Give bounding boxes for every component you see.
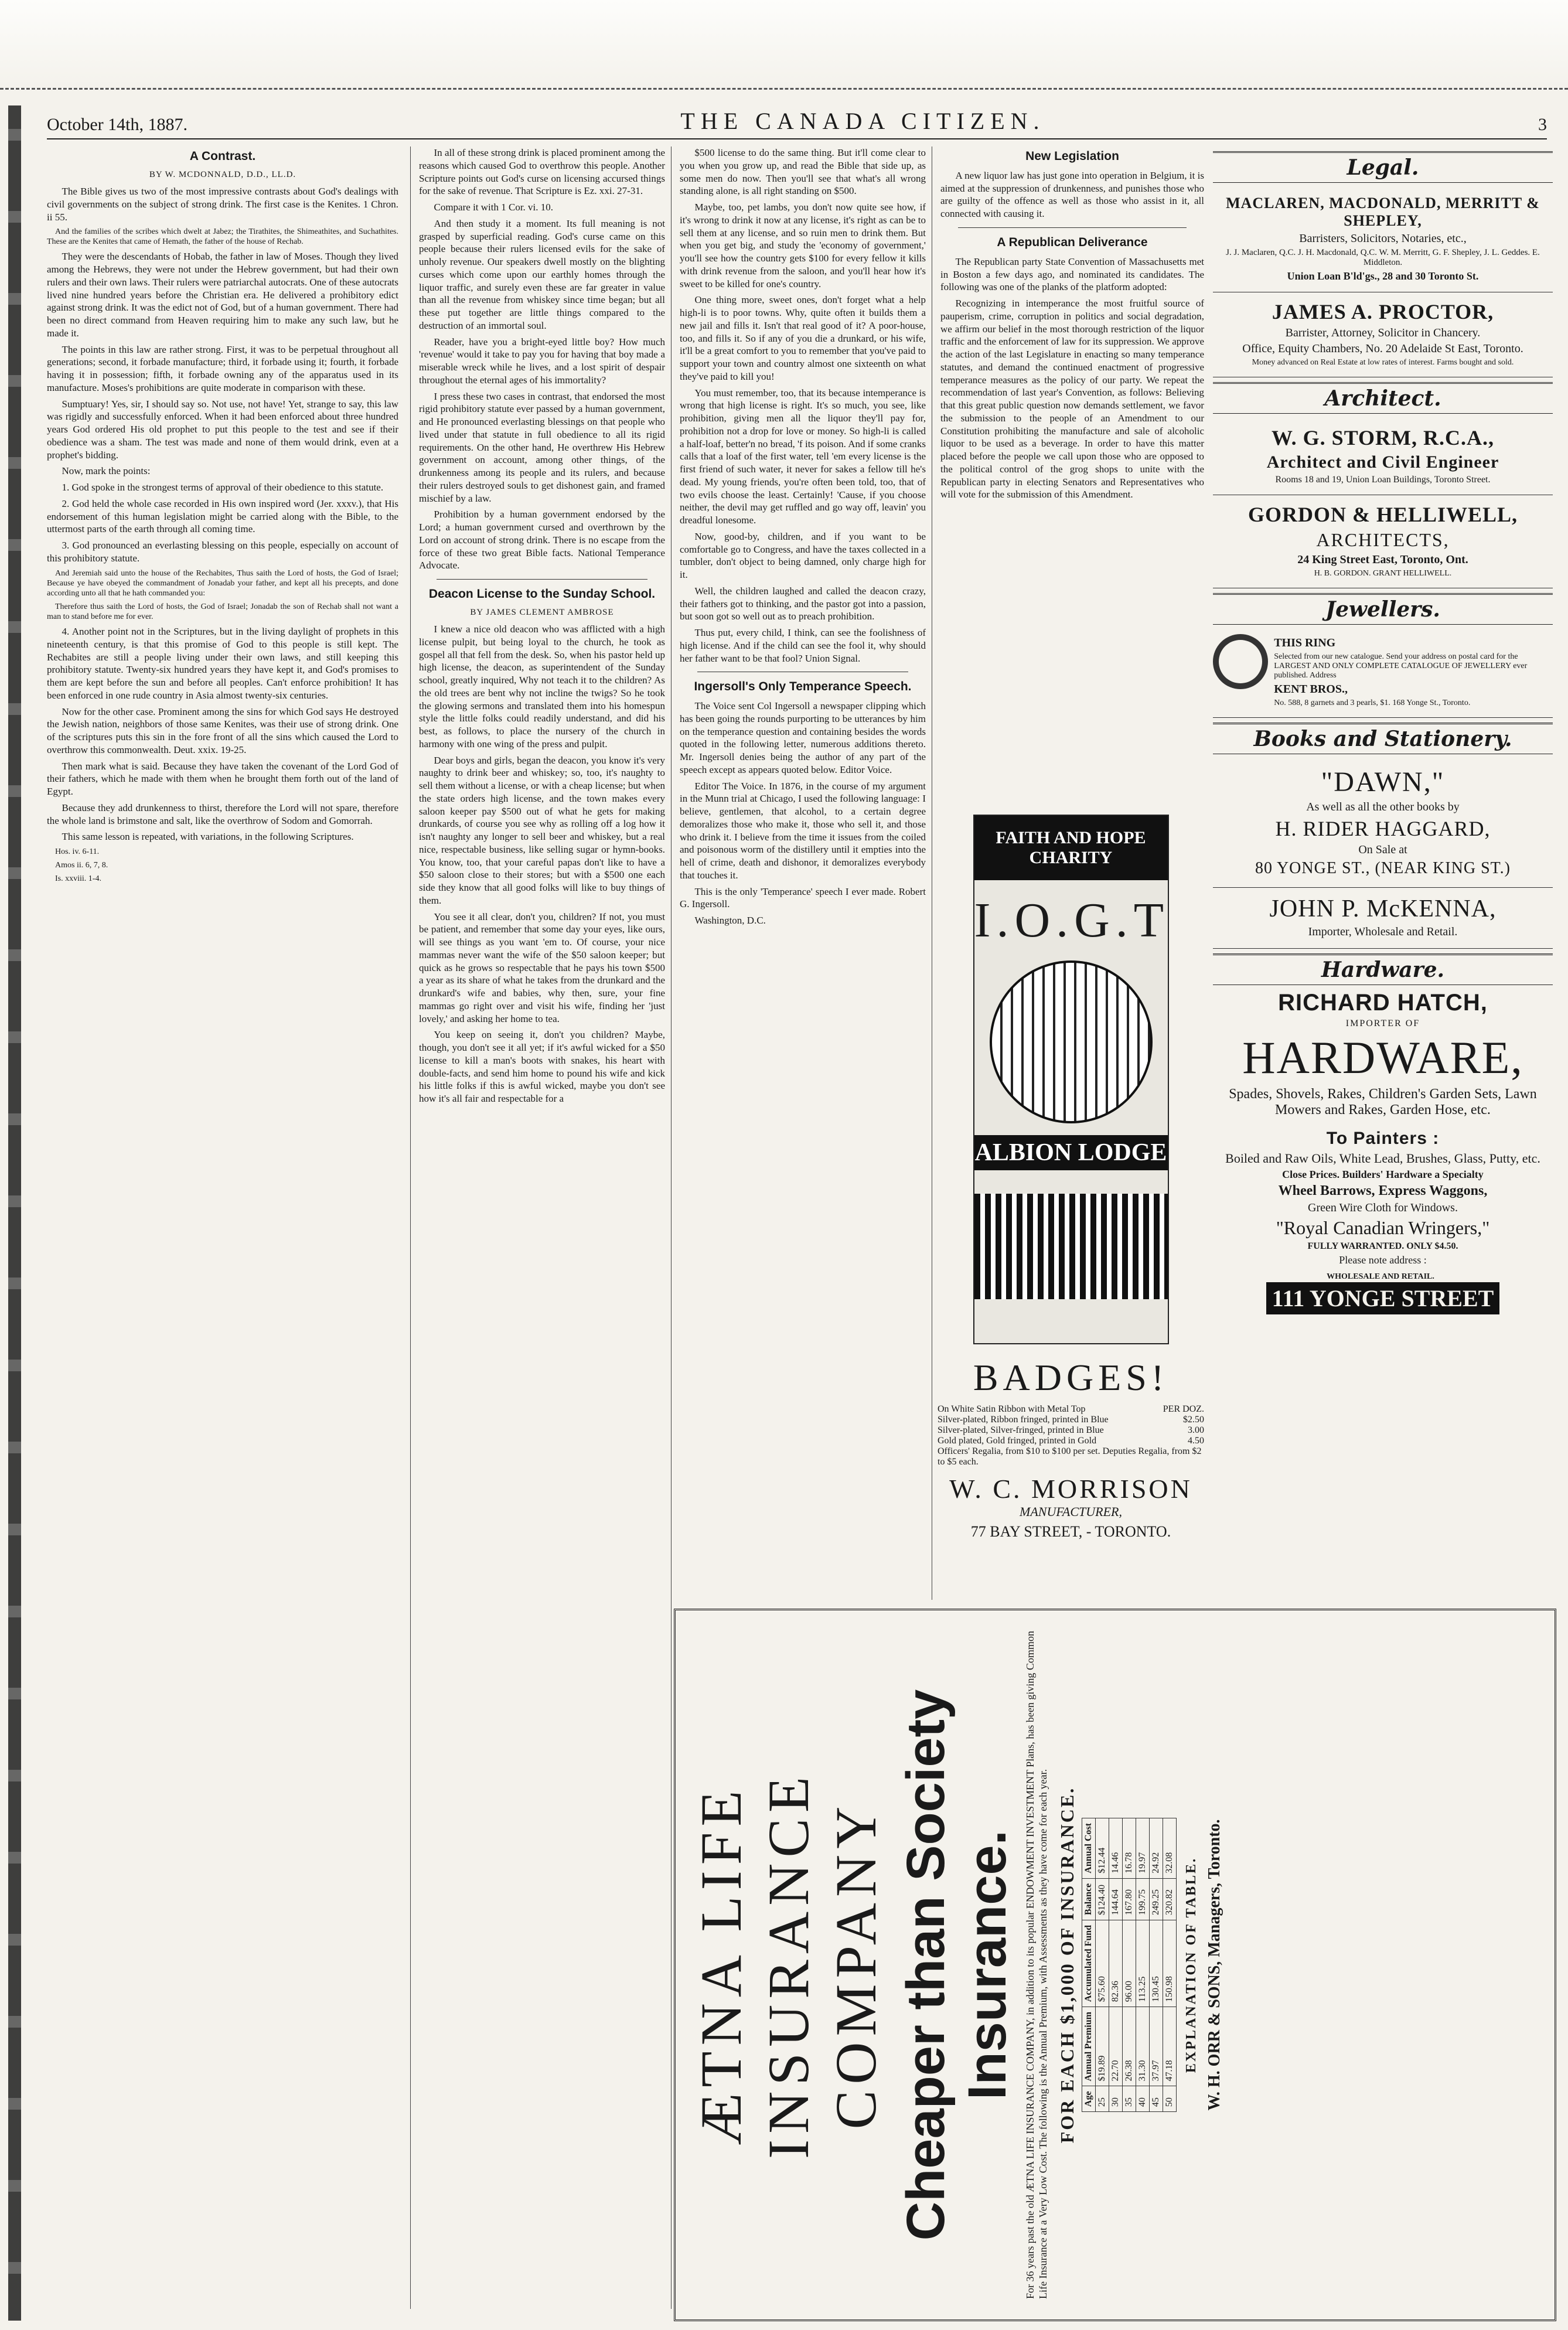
table-cell: 96.00 [1123,1920,1136,2007]
table-cell: 19.97 [1136,1818,1150,1878]
paragraph: Editor The Voice. In 1876, in the course of my argument in the Munn trial at Chicago, I used the following language: I believe, gentlemen, that alcohol, to a certain degree demoralizes those who make it, those who sell it, and those who drink it. I believe from the time it issues from the coiled and poisonous worm of the distillery until it empties into the hell of crime, death and dishonor, it demoralizes everybody that touches it. [680,780,926,881]
gordon-address: 24 King Street East, Toronto, Ont. [1297,553,1468,566]
aetna-insurance-ad [674,1609,1556,2321]
badge-advertisement [938,815,1204,1594]
ribbon-top-banner: FAITH AND HOPE CHARITY [974,816,1168,880]
price-row [938,1436,1204,1446]
verse: Hos. iv. 6-11. [55,847,100,857]
badges-title: BADGES! [973,1357,1169,1398]
table-row [1123,1818,1136,2111]
table-cell: 14.46 [1109,1818,1123,1878]
verse: And Jeremiah said unto the house of the Rechabites, Thus saith the Lord of hosts, the God of Israel; Because ye have obeyed the commandment of Jonadab your father, and kept all his precepts, and done according unto all that he hath commanded you: [47,568,398,598]
price-row [938,1425,1204,1436]
table-cell: 50 [1163,2086,1177,2112]
table-cell: $124.40 [1096,1878,1109,1920]
ad-hatch [1213,990,1553,1314]
paragraph: Now for the other case. Prominent among the sins for which God says He destroyed the Jewish nation, neighbors of those same Kenites, was their use of strong drink. One of the scriptures puts this sin in the fore front of all the sins which caused the Lord to overthrow this commonwealth. Deut. xxix. 19-25. [47,706,398,755]
firm-address: Union Loan B'ld'gs., 28 and 30 Toronto St. [1287,270,1479,282]
table-cell: $75.60 [1096,1920,1109,2007]
paragraph: Compare it with 1 Cor. vi. 10. [434,202,554,213]
table-cell: 30 [1109,2086,1123,2112]
table-cell: 320.82 [1163,1878,1177,1920]
issue-date: October 14th, 1887. [47,115,188,134]
paint-items: Boiled and Raw Oils, White Lead, Brushes, Glass, Putty, etc. [1225,1151,1540,1166]
aetna-cheaper: Cheaper than Society Insurance. [896,1689,1017,2241]
column-legislation [940,147,1204,803]
wholesale-label: WHOLESALE AND RETAIL. [1327,1272,1434,1281]
table-cell: 144.64 [1109,1878,1123,1920]
table-cell: 32.08 [1163,1818,1177,1878]
paragraph: You keep on seeing it, don't you children? Maybe, though, you don't see it all yet; if it's awful wicked for a $50 license to kill a man's boots with snakes, his heart with double-facts, and send him home to pound his wife and kick his little folks if this is awful wicked, maybe you don't see how it's all fair and respectable for a [419,1029,665,1105]
paragraph: This same lesson is repeated, with variations, in the following Scriptures. [62,831,354,843]
paragraph: Because they add drunkenness to thirst, therefore the Lord will not spare, therefore the whole land is brimstone and salt, like the overthrow of Sodom and Gomorrah. [47,802,398,826]
section-header-books: Books and Stationery. [1213,723,1553,754]
ad-proctor [1213,292,1553,377]
section-header-architect: Architect. [1213,382,1553,414]
paragraph: $500 license to do the same thing. But it'll come clear to you when you grow up, and read the Bible that side up, as some men do now. Then you'll see that what's all wrong standing alone, is all right standing on $500. [680,147,926,197]
aetna-managers: W. H. ORR & SONS, Managers, Toronto. [1205,1819,1224,2111]
article-heading: Deacon License to the Sunday School. [428,587,656,601]
maker-name: W. C. MORRISON [949,1474,1192,1504]
table-cell: 113.25 [1136,1920,1150,2007]
table-row [1136,1818,1150,2111]
aetna-intro: For 36 years past the old ÆTNA LIFE INSURANCE COMPANY, in addition to its popular ENDOWMENT INVESTMENT Plans, has been giving Common Life Insurance at a Very Low Cost. The following is the Annual Premium, with Assessments as they have come for each year. [1024,1631,1049,2299]
price-item: Officers' Regalia, from $10 to $100 per set. Deputies Regalia, from $2 to $5 each. [938,1446,1202,1467]
table-cell: 82.36 [1109,1920,1123,2007]
dawn-title: "DAWN," [1321,767,1445,798]
paragraph: This is the only 'Temperance' speech I ever made. Robert G. Ingersoll. [680,885,926,910]
torn-page-edge [0,0,1568,90]
price-item: Silver-plated, Silver-fringed, printed in Blue [938,1425,1104,1435]
paragraph: Well, the children laughed and called the deacon crazy, their fathers got to thinking, and the pastor got into a passion, but soon got so well out as to preach prohibition. [680,585,926,622]
paper-title: THE CANADA CITIZEN. [680,108,1045,134]
maker-address: 77 BAY STREET, - TORONTO. [970,1523,1171,1540]
paragraph: 3. God pronounced an everlasting blessing on this people, especially on account of this prohibitory statute. [47,540,398,564]
proctor-address: Office, Equity Chambers, No. 20 Adelaide St East, Toronto. [1242,342,1523,355]
paragraph: And then study it a moment. Its full meaning is not grasped by superficial reading. God's curse came on this people because their rulers licensed evils for the sake of unholy revenue. Our speakers dwell mostly on the blighting curses which come upon our earthly homes through the liquor traffic, and surely even these are far greater in value than all the revenue from whiskey since time began; but all these put together are little things compared to the destruction of an immortal soul. [419,217,665,331]
aetna-company: ÆTNA LIFE INSURANCE COMPANY [688,1770,888,2159]
article-byline: BY JAMES CLEMENT AMBROSE [470,607,614,617]
haggard-name: H. RIDER HAGGARD, [1275,817,1491,840]
ad-dawn [1213,759,1553,888]
paragraph: 2. God held the whole case recorded in His own inspired word (Jer. xxxv.), that His endorsement of this human legislation might be carried along with the Bible, to the uttermost parts of the earth through all coming time. [47,498,398,535]
page-number: 3 [1538,115,1547,134]
table-cell: 47.18 [1163,2007,1177,2086]
wagons: Wheel Barrows, Express Waggons, [1278,1183,1488,1198]
paragraph: Then mark what is said. Because they have taken the covenant of the Lord God of their fathers, which he made with them when he brought them forth out of the land of Egypt. [47,760,398,798]
advertisements-column [1213,147,1553,1588]
sale-label: On Sale at [1358,843,1407,856]
hardware-title: HARDWARE, [1242,1032,1523,1083]
paragraph: In all of these strong drink is placed prominent among the reasons which caused God to overthrow this people. Another Scripture points out God's curse on licensing accursed things for the sake of revenue. That Scripture is Ez. xxi. 27-31. [419,147,665,197]
dawn-description: As well as all the other books by [1306,800,1460,813]
paragraph: Sumptuary! Yes, sir, I should say so. Not use, not have! Yet, strange to say, this law was rigidly and successfully enforced. When it had been enforced about three hundred years God ordered His old prophet to put this people to the test and see if their obedience was a sham. The test was made and none of them would drink, even at a prophet's bidding. [47,398,398,461]
ring-icon [1213,634,1268,689]
table-cell: $12.44 [1096,1818,1109,1878]
table-cell: 130.45 [1150,1920,1163,2007]
importer-label: IMPORTER OF [1345,1018,1420,1028]
ring-title: THIS RING [1274,636,1336,649]
lodge-name: ALBION LODGE [974,1135,1168,1170]
proctor-description: Barrister, Attorney, Solicitor in Chancery. [1285,326,1481,339]
paragraph: They were the descendants of Hobab, the father in law of Moses. Though they lived among the Hebrews, they were not under the Hebrew government, but had their own rulers and their own laws. Their rulers were patriarchal autocrats. One of these autocrats lived nine hundred years before the Christian era. He delivered a prohibitory edict against strong drink. It was the edict not of God, but of a human government. There had been no direct command from Heaven requiring him to make any such law, but he made it. [47,251,398,339]
table-cell: 40 [1136,2086,1150,2112]
binding-edge [8,105,21,2321]
paragraph: 1. God spoke in the strongest terms of approval of their obedience to this statute. [62,482,384,493]
column-header: Balance [1082,1878,1096,1920]
maker-title: MANUFACTURER, [1020,1504,1122,1519]
address-note: Please note address : [1339,1254,1427,1266]
table-cell: 16.78 [1123,1818,1136,1878]
paragraph: 4. Another point not in the Scriptures, but in the living daylight of prophets in this nineteenth century, is that this promise of God to this people is still kept. The Rechabites are still a people living under their own laws, and still keeping this prohibitory statute. Twenty-six hundred years they have kept it, and God's promises to them are kept before the sun and before all peoples. Can't enforce prohibition! It has been enforced in one rude country in Asia almost twenty-six centuries. [47,626,398,701]
painters-heading: To Painters : [1326,1129,1440,1148]
hardware-items: Spades, Shovels, Rakes, Children's Garden Sets, Lawn Mowers and Rakes, Garden Hose, etc. [1229,1086,1537,1118]
globe-icon [990,960,1153,1123]
kent-address: No. 588, 8 garnets and 3 pearls, $1. 168 Yonge St., Toronto. [1274,699,1471,707]
paragraph: The Voice sent Col Ingersoll a newspaper clipping which has been going the rounds purporting to be utterances by him on the temperance question and containing besides the words quoted in the following letter, numerous additions thereto. Mr. Ingersoll denies being the author of any part of the speech except as appears quoted below. Editor Voice. [680,700,926,775]
divider [437,579,647,580]
paragraph: The points in this law are rather strong. First, it was to be perpetual throughout all generations; second, it forbade manufacture; third, it forbade using it; fourth, it forbade having it in possession; fifth, it forbade owning any of the apparatus used in its manufacture. Moses's prohibitions are quite moderate in comparison with these. [47,343,398,393]
table-cell: 31.30 [1136,2007,1150,2086]
article-heading: A Republican Deliverance [997,235,1148,249]
paragraph: Dear boys and girls, began the deacon, you know it's very naughty to drink beer and whiskey; so, too, it's naughty to sell them without a license, or with a cheap license; but when the state orders high license, and the town makes every saloon keeper pay $500 out of what he gets for making drunkards, of course you see why as rolling off a log how it isn't naughty any longer to sell beer and whiskey, but a real nice, respectable business, like selling sugar or hymn-books. You know, too, that your careful papas don't like to have a $50 saloon close to their stores; but with a $500 one each side they know that all good folks will like to buy things of them. [419,754,665,906]
column-rule [410,147,411,2309]
table-cell: $19.89 [1096,2007,1109,2086]
aetna-explanation: EXPLANATION OF TABLE. [1184,1856,1199,2073]
price-row [938,1404,1204,1415]
table-row [1150,1818,1163,2111]
verse: Amos ii. 6, 7, 8. [55,861,108,870]
column-deacon [419,147,665,2309]
price-row [938,1446,1204,1467]
table-cell: 25 [1096,2086,1109,2112]
column-header: Annual Premium [1082,2007,1096,2086]
divider [958,227,1187,228]
ad-maclaren [1213,188,1553,292]
section-header-legal: Legal. [1213,151,1553,183]
ring-description: Selected from our new catalogue. Send your address on postal card for the LARGEST AND ONLY COMPLETE CATALOGUE OF JEWELLERY ever published. Address [1274,652,1528,680]
aetna-table [1082,1818,1177,2112]
window-cloth: Green Wire Cloth for Windows. [1308,1201,1458,1214]
article-heading: New Legislation [1025,149,1119,163]
verse: Is. xxviii. 1-4. [55,874,101,884]
close-prices: Close Prices. Builders' Hardware a Specialty [1282,1169,1484,1180]
ad-mckenna [1213,888,1553,949]
price-value: $2.50 [1183,1415,1204,1425]
iogt-ribbon-illustration [973,815,1169,1344]
paragraph: A new liquor law has just gone into operation in Belgium, it is aimed at the suppression of drunkenness, and punishes those who are guilty of the offence as well as those who assist in it, all connected with causing it. [940,169,1204,220]
price-value: 4.50 [1188,1436,1204,1446]
storm-description: Architect and Civil Engineer [1266,452,1499,472]
wringers: "Royal Canadian Wringers," [1276,1217,1490,1238]
paragraph: Maybe, too, pet lambs, you don't now quite see how, if it's wrong to drink it now at any license, it's right as can be to sell them at any license, and so ruin men to drink them. But when you get big, and study the 'economy of government,' you'll see how the country gets $100 for every fellow it kills with drink revenue from the saloon, and you'll hear how it's sweet to be killed for one's country. [680,202,926,289]
table-cell: 37.97 [1150,2007,1163,2086]
hatch-street: 111 YONGE STREET [1266,1282,1500,1314]
table-cell: 249.25 [1150,1878,1163,1920]
ad-storm [1213,418,1553,495]
aetna-rotated-content [676,1613,1555,2317]
gordon-names: H. B. GORDON. GRANT HELLIWELL. [1314,569,1452,578]
column-header: Accumulated Fund [1082,1920,1096,2007]
price-item: Gold plated, Gold fringed, printed in Gold [938,1436,1097,1446]
paragraph: I press these two cases in contrast, that endorsed the most rigid prohibitory statute ever passed by a human government, and He pronounced everlasting blessings on that people who lived under that statute in full obedience to all its rigid requirements. On the other hand, He overthrew His Hebrew government on account, among other things, of the drunkenness among its people and its rulers, and because their rulers destroyed souls to get dishonest gain, and framed mischief by a law. [419,390,665,504]
article-byline: BY W. MCDONNALD, D.D., LL.D. [149,169,296,179]
price-item: Silver-plated, Ribbon fringed, printed in Blue [938,1415,1109,1425]
paragraph: The Bible gives us two of the most impressive contrasts about God's dealings with civil governments on the subject of strong drink. The first case is the Kenites. 1 Chron. ii 55. [47,186,398,223]
paragraph: Prohibition by a human government endorsed by the Lord; a human government cursed and overthrown by the Lord on account of strong drink. There is no escape from the force of these two great Bible facts. National Temperance Advocate. [419,509,665,571]
hatch-name: RICHARD HATCH, [1278,990,1488,1016]
table-cell: 35 [1123,2086,1136,2112]
paragraph: One thing more, sweet ones, don't forget what a help high-li is to poor towns. Why, quite often it builds them a new jail and fills it. Isn't that real good of it? A poor-house, too, and fills it. So if any of you die a drunkard, or his wife, it'll be a great comfort to you to remember that you've paid to support your town and country almost one sixteenth on what they've paid to kill you! [680,294,926,382]
price-value: PER DOZ. [1163,1404,1204,1414]
storm-address: Rooms 18 and 19, Union Loan Buildings, Toronto Street. [1275,475,1491,485]
proctor-note: Money advanced on Real Estate at low rates of interest. Farms bought and sold. [1252,358,1514,367]
storm-name: W. G. STORM, R.C.A., [1271,426,1495,449]
aetna-table-title: FOR EACH $1,000 OF INSURANCE. [1056,1786,1078,2144]
ribbon-fringe [974,1194,1168,1299]
table-header-row [1082,1818,1096,2111]
price-value: 3.00 [1188,1425,1204,1435]
paragraph: You see it all clear, don't you, children? If not, you must be patient, and remember that some day your eyes, like ours, will see things as you want 'em to. Of course, your nice mammas never want the wife of the $50 saloon keeper; but quick as he grows so respectable that he pays his town $500 a year as its share of what he takes from the drunkard and the drunkard's wife and babies, why then, sure, your fine mammas go right over and visit his wife, finding her 'just lovely,' and asking her home to tea. [419,911,665,1024]
gordon-name: GORDON & HELLIWELL, [1247,503,1518,526]
column-ingersoll [680,147,926,1600]
section-header-jewellers: Jewellers. [1213,593,1553,625]
table-row [1096,1818,1109,2111]
paragraph: Washington, D.C. [694,915,766,926]
paragraph: I knew a nice old deacon who was afflicted with a high license pulpit, but being loyal to the church, he took as gospel all that fell from the desk. So, when his pastor held up high license, the deacon, as superintendent of the Sunday school, greatly inquired, Why not teach it to the children? As the old trees are bent why not incline the twigs? So he took the glowing sermons and translated them into his homespun style the little folks could readily understand, and did his best, as follows, to place the nursery of the church in harmony with one wing of the press and pulpit. [419,624,665,750]
column-header: Age [1082,2086,1096,2112]
iogt-letters: I.O.G.T [974,893,1170,948]
paragraph: Reader, have you a bright-eyed little boy? How much 'revenue' would it take to pay you for having that boy made a miserable wreck while he lives, and a lost spirit of despair throughout the eternal ages of his immortality? [419,336,665,386]
verse: Therefore thus saith the Lord of hosts, the God of Israel; Jonadab the son of Rechab shall not want a man to stand before me for ever. [47,602,398,622]
kent-name: KENT BROS., [1274,683,1348,696]
sale-address: 80 YONGE ST., (NEAR KING ST.) [1255,859,1511,877]
masthead [47,109,1547,139]
paragraph: Thus put, every child, I think, can see the foolishness of high license. And if the child can see the fool it, why should her father want to be that fool? Union Signal. [680,627,926,664]
verse: And the families of the scribes which dwelt at Jabez; the Tirathites, the Shimeathites, and Suchathites. These are the Kenites that came of Hemath, the father of the house of Rechab. [47,227,398,247]
table-cell: 24.92 [1150,1818,1163,1878]
mckenna-name: JOHN P. McKENNA, [1269,895,1497,922]
table-cell: 22.70 [1109,2007,1123,2086]
firm-description: Barristers, Solicitors, Notaries, etc., [1299,232,1467,245]
table-row [1163,1818,1177,2111]
gordon-description: ARCHITECTS, [1316,529,1450,550]
firm-name: MACLAREN, MACDONALD, MERRITT & SHEPLEY, [1226,195,1540,229]
paragraph: Now, good-by, children, and if you want to be comfortable go to Congress, and have the taxes collected in a tumbler, don't object to being damned, only charge high for it. [680,530,926,580]
warranted: FULLY WARRANTED. ONLY $4.50. [1307,1241,1458,1251]
ad-kent [1213,629,1553,718]
paragraph: Now, mark the points: [62,465,151,477]
table-cell: 150.98 [1163,1920,1177,2007]
firm-partners: J. J. Maclaren, Q.C. J. H. Macdonald, Q.C. W. M. Merritt, G. F. Shepley, J. L. Geddes. E. Middleton. [1226,248,1540,267]
column-contrast [47,147,398,2309]
article-heading: Ingersoll's Only Temperance Speech. [694,680,912,694]
article-heading: A Contrast. [189,149,256,163]
section-header-hardware: Hardware. [1213,953,1553,985]
table-cell: 167.80 [1123,1878,1136,1920]
proctor-name: JAMES A. PROCTOR, [1272,300,1494,323]
paragraph: The Republican party State Convention of Massachusetts met in Boston a few days ago, and nominated its candidates. The following was one of the planks of the platform adopted: [940,256,1204,293]
mckenna-description: Importer, Wholesale and Retail. [1308,925,1458,938]
price-row [938,1415,1204,1425]
ad-gordon [1213,495,1553,588]
table-row [1109,1818,1123,2111]
table-cell: 199.75 [1136,1878,1150,1920]
column-header: Annual Cost [1082,1818,1096,1878]
table-cell: 45 [1150,2086,1163,2112]
paragraph: You must remember, too, that its because intemperance is wrong that high license is right. It's so much, you see, like prohibition, giving men all the liquor they'll pay for, prohibition not a drop for love or money. So high-li is called a half-loaf, better'n no bread, 'f its poison. And if some cranks calls that a loaf of the first water, tell 'em every license is the first friend of such water, it never for sakes a fellow till he's dead. My young friends, you're often been told, too, that of two evils choose the least. Certainly! 'Cause, if you choose neither, the devil may get ruffled and go way off, leavin' you dreadful lonesome. [680,387,926,526]
price-item: On White Satin Ribbon with Metal Top [938,1404,1086,1414]
table-cell: 26.38 [1123,2007,1136,2086]
paragraph: Recognizing in intemperance the most fruitful source of pauperism, crime, corruption in politics and social degradation, we affirm our belief in the most thorough restriction of the liquor traffic and the enforcement of law for its suppression. We approve the action of the last Legislature in enacting so many temperance statutes, and demand the continued enactment of progressive temperance measures as the policy of our party. We repeat the recommendation of last year's Convention, as follows: Believing that this great public question now demands settlement, we favor the submission to the people of an Amendment to our Constitution prohibiting the manufacture and sale of alcoholic liquor to be used as a beverage. In order to have this matter placed before the people we call upon those who are opposed to the political control of the grog shops to unite with the Republican party in electing Senators and Representatives who will vote for the submission of this Amendment. [940,298,1204,500]
